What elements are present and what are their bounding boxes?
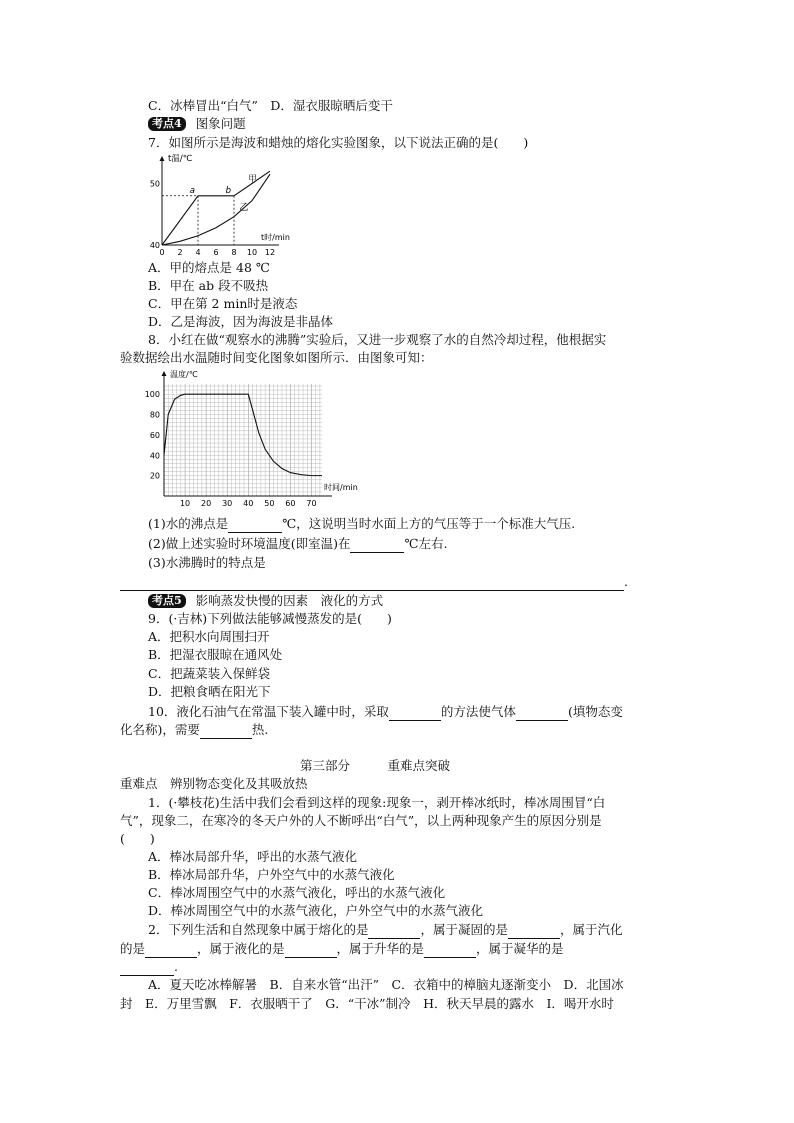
section-heading-kp4 <box>148 115 246 133</box>
point-a-label: a <box>189 185 195 196</box>
x-tick-label: 60 <box>285 499 296 508</box>
y-tick-label: 40 <box>149 451 160 461</box>
q10-text-1: 10．液化石油气在常温下装入罐中时，采取 <box>148 704 389 719</box>
h2-text-6: ，属于升华的是 <box>336 941 425 956</box>
y-axis-arrow <box>162 371 167 376</box>
h2-text-8: . <box>174 959 178 974</box>
q8-sub1-text-b: ℃，这说明当时水面上方的气压等于一个标准大气压. <box>282 516 576 531</box>
x-tick-label: 40 <box>243 499 254 508</box>
h2-text-2: ，属于凝固的是 <box>420 922 508 937</box>
q10-line2 <box>120 721 268 739</box>
x-tick-label: 6 <box>213 248 219 257</box>
x-axis-label: t时/min <box>261 233 290 242</box>
q8-sub3: (3)水沸腾时的特点是 <box>148 555 266 570</box>
q10-text-2: 的方法使气体 <box>440 704 516 719</box>
h1-stem-line2: 气”，现象二，在寒冷的冬天户外的人不断呼出“白气”，以上两种现象产生的原因分别是 <box>120 813 602 828</box>
series-yi-line <box>162 174 270 245</box>
kp4-badge: 考点4 <box>148 117 186 131</box>
x-tick-label: 2 <box>177 248 183 257</box>
q8-sub2 <box>148 535 447 553</box>
answer-blank[interactable] <box>508 925 560 939</box>
kp5-badge: 考点5 <box>148 594 186 608</box>
h1-option-c: C．棒冰周围空气中的水蒸气液化，呼出的水蒸气液化 <box>148 885 446 900</box>
answer-blank[interactable] <box>228 519 282 533</box>
h1-stem-line3: ( ) <box>120 831 155 846</box>
q9-option-d: D．把粮食晒在阳光下 <box>148 684 271 699</box>
answer-blank[interactable] <box>285 944 337 958</box>
q8-stem-line1: 8．小红在做“观察水的沸腾”实验后，又进一步观察了水的自然冷却过程，他根据实 <box>148 332 607 347</box>
q8-sub3-end: . <box>624 574 628 589</box>
x-tick-label: 0 <box>159 248 165 257</box>
y-tick-label: 60 <box>149 430 160 440</box>
x-axis-label: 时间/min <box>324 483 358 492</box>
answer-blank[interactable] <box>389 707 441 721</box>
q7-option-d: D．乙是海波，因为海波是非晶体 <box>148 314 334 329</box>
x-tick-label: 8 <box>231 248 237 257</box>
series-yi-label: 乙 <box>239 202 249 213</box>
h1-option-d: D．棒冰周围空气中的水蒸气液化，户外空气中的水蒸气液化 <box>148 903 484 918</box>
h2-line1 <box>148 921 623 939</box>
q9-stem: 9．(·吉林)下列做法能够减慢蒸发的是( ) <box>148 611 392 626</box>
q10-text-4: 化名称)，需要 <box>120 722 200 737</box>
q8-stem-line2: 验数据绘出水温随时间变化图象如图所示．由图象可知： <box>120 350 433 365</box>
h2-text-3: ，属于汽化 <box>559 922 623 937</box>
q7-option-c: C．甲在第 2 min时是液态 <box>148 296 298 311</box>
y-tick-label: 20 <box>149 471 160 481</box>
q10-text-5: 热. <box>251 722 269 737</box>
melting-chart <box>148 152 290 260</box>
x-tick-label: 10 <box>246 248 258 257</box>
x-tick-label: 70 <box>306 499 317 508</box>
q8-sub1 <box>148 515 575 533</box>
q10-text-3: (填物态变 <box>567 704 623 719</box>
q7-option-a: A．甲的熔点是 48 ℃ <box>148 260 270 275</box>
answer-blank[interactable] <box>424 944 476 958</box>
q10-line1 <box>148 703 623 721</box>
q7-stem: 7．如图所示是海波和蜡烛的熔化实验图象，以下说法正确的是( ) <box>148 135 529 150</box>
kp5-title: 影响蒸发快慢的因素 液化的方式 <box>195 593 384 608</box>
h2-options-line1: A．夏天吃冰棒解暑 B．自来水管“出汗” C．衣箱中的樟脑丸逐渐变小 D．北国冰 <box>148 977 624 992</box>
h2-text-7: ，属于凝华的是 <box>476 941 564 956</box>
answer-blank[interactable] <box>120 962 174 976</box>
h1-option-b: B．棒冰局部升华，户外空气中的水蒸气液化 <box>148 867 395 882</box>
h2-line2 <box>120 940 564 958</box>
h2-text-4: 的是 <box>120 941 146 956</box>
section-heading-kp5 <box>148 592 383 610</box>
q6-options-cd: C．冰棒冒出“白气” D．湿衣服晾晒后变干 <box>148 98 393 113</box>
y-axis-arrow <box>160 156 165 161</box>
hard-point-heading: 重难点 辨别物态变化及其吸放热 <box>120 776 308 791</box>
q9-option-a: A．把积水向周围扫开 <box>148 629 270 644</box>
q8-sub2-text-b: ℃左右. <box>404 536 448 551</box>
x-tick-label: 30 <box>222 499 233 508</box>
point-b-label: b <box>225 185 231 196</box>
q8-sub3-answer-line <box>120 573 628 591</box>
answer-blank[interactable] <box>120 577 624 591</box>
x-tick-label: 20 <box>201 499 212 508</box>
h2-text-5: ，属于液化的是 <box>197 941 285 956</box>
y-tick-label: 40 <box>149 241 160 250</box>
h2-line3 <box>120 958 178 976</box>
answer-blank[interactable] <box>368 925 420 939</box>
q7-option-b: B．甲在 ab 段不吸热 <box>148 278 269 293</box>
y-tick-label: 80 <box>149 410 160 420</box>
kp4-title: 图象问题 <box>195 116 246 131</box>
cooling-chart <box>140 366 370 516</box>
x-tick-label: 50 <box>264 499 275 508</box>
x-tick-label: 10 <box>179 499 191 508</box>
h1-option-a: A．棒冰局部升华，呼出的水蒸气液化 <box>148 849 358 864</box>
h1-stem-line1: 1．(·攀枝花)生活中我们会看到这样的现象:现象一，剥开棒冰纸时，棒冰周围冒“白 <box>148 795 606 810</box>
q8-sub2-text-a: (2)做上述实验时环境温度(即室温)在 <box>148 536 351 551</box>
series-jia-label: 甲 <box>248 174 257 185</box>
y-tick-label: 100 <box>144 390 160 400</box>
y-axis-label: t温/℃ <box>168 154 193 164</box>
answer-blank[interactable] <box>145 944 197 958</box>
answer-blank[interactable] <box>516 707 568 721</box>
q9-option-c: C．把蔬菜装入保鲜袋 <box>148 666 271 681</box>
y-axis-label: 温度/℃ <box>170 370 198 379</box>
y-tick-label: 50 <box>149 179 160 189</box>
q8-sub1-text-a: (1)水的沸点是 <box>148 516 229 531</box>
h2-options-line2: 封 E．万里雪飘 F．衣服晒干了 G．“干冰”制冷 H．秋天早晨的露水 I．喝开水时 <box>120 996 614 1011</box>
q9-option-b: B．把湿衣服晾在通风处 <box>148 647 283 662</box>
x-tick-label: 4 <box>195 248 201 257</box>
x-tick-label: 12 <box>264 248 276 257</box>
answer-blank[interactable] <box>200 725 252 739</box>
part-three-title: 第三部分 重难点突破 <box>300 758 451 773</box>
h2-text-1: 2．下列生活和自然现象中属于熔化的是 <box>148 922 369 937</box>
answer-blank[interactable] <box>350 539 404 553</box>
